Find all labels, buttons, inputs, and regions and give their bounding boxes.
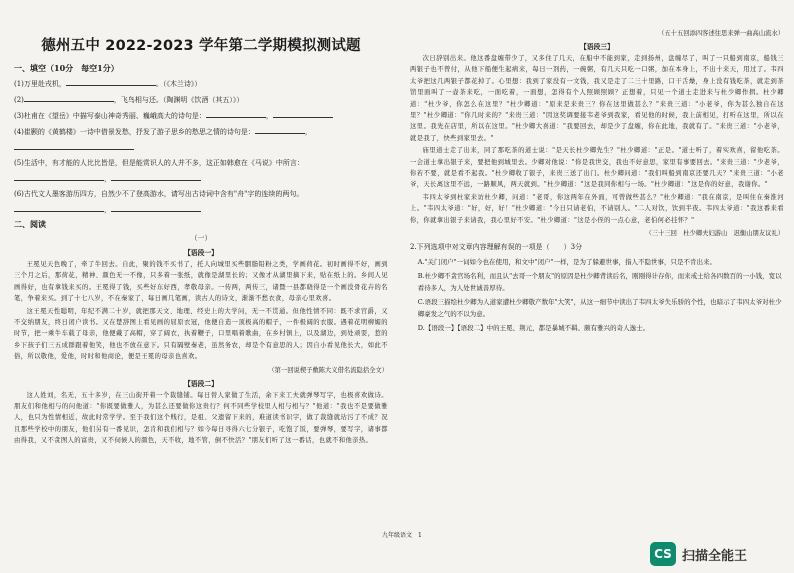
fill-q6	[14, 188, 388, 201]
right-column	[410, 6, 784, 336]
excerpt1-label: 【语段一】	[184, 249, 218, 257]
excerpt1-para1: 王冕见天色晚了，牵了牛回去。自此，聚的钱不买书了，托人向城里买些胭脂铅粉之类，学画荷花。初时画得不好，画到三个月之后，那荷花，精神、颜色无一不像，只多着一张纸，就像是湖里长的；又像才从湖里摘下来，贴在纸上的。乡间人见画得好，也有拿钱来买的。王冕得了钱，买些好东好西，孝敬母亲。一传两，两传三，诸暨一县都晓得是一个画没骨花卉的名笔，争着来买。到了十七八岁，不在秦家了，每日画几笔画，读古人的诗文，渐渐不愁衣食，母亲心里欢喜。	[14, 261, 388, 303]
excerpt3-para1: 次日辞别出来。他这番盘缠带少了，又多住了几天，在船中不能到家，走到扬州，盘缠尽了，叫了一只船到南京，船钱三两银子也不曾付，从他下船便生起病来，每日一剂药，一碗粥，有几天只吃一口粥，加在本身上，不出十来天，用过了。韦四太爷把这几两银子都花掉了。心里想：我到了家没有一文钱，我又是走了二三十里路，口干舌燥，身上没有钱吃茶，就走到茶馆里面叫了一壶茶来吃，一面吃着，一面想，怎得有个人照顾照顾？正想着，只见一个道士走进来与杜少卿作揖。杜少卿道："杜少爷，你怎么在这里？"杜少卿道："原来是来贵三？你在这里做甚么？"来贵三道："小老爷，你为甚么独自在这里？"杜少卿道："你几时来的？"来贵三道："因这奖调要接韦老爷到我家，看见他的时候，我上前相见，打听在这里，所以在这里。我先在店里，所以在这里。"杜少卿大喜道："我要回去，却是少了盘缠，你在此地，我就有了。"来贵三道："小老爷，就是我了，快些到家里去。"	[410, 55, 784, 142]
option-c[interactable]: C.语段三描绘杜少卿为人道家遭杜少卿敬产数年"大笑"，从这一细节中读出了韦四太爷失乐骄的个性，也暗示了韦四太爷对杜少卿豪发之气的不以为意。	[417, 297, 782, 318]
question-2-stem: 2.下列选项中对文章内容理解有误的一项是（ ）3分	[410, 242, 583, 251]
answer-blank[interactable]	[14, 203, 104, 212]
excerpt1-source: （第一回说楔子敷陈大义借名流隐括全文）	[268, 366, 388, 374]
answer-blank[interactable]	[111, 203, 201, 212]
fill-q1	[14, 77, 388, 91]
page-footer: 九年级语文 1	[382, 532, 422, 539]
fill-q6-line2: ，	[14, 203, 388, 217]
fill-q5	[14, 157, 388, 170]
answer-blank[interactable]	[66, 77, 156, 86]
section-reading-heading: 二、阅读	[14, 219, 46, 229]
excerpt2-para: 这人姓刘，名无，五十多岁，在三山街开着一个裁缝铺。每日替人家做了生活，余下来工夫就弹琴写字，也极喜欢做诗。朋友们和他相与的问他道："你既要做雅人，为甚么还要做你这贵行？何不同些学校里人相与相与？"他道："我也不是要做雅人，也只为性情相近，故此时常学学。至于我们这个贱行，是祖、父遗留下来的，难道读书识字，做了裁缝就玷污了不成？况且那些学校中的朋友，他们另有一番见识，怎肯和我们相与？如今每日寻得六七分银子，吃饱了饭，要弹琴，要写字，诸事都由得我，又不贪图人的富贵，又不伺候人的颜色，天不收，地不管，倒不快活？"朋友们听了这一番话，也就不和他亲热。	[14, 391, 388, 445]
excerpt1-para2: 这王冕天性聪明，年纪不满二十岁，就把那天文、地理、经史上的大学问，无一不贯通。但他性情不同：既不求官爵，又不交纳朋友，终日闭户读书。又在楚辞图上看见画的屈原衣冠，他便自造一顶极高的帽子，一件极阔的衣服。遇着花明柳媚的时节，把一乘牛车载了母亲，他便戴了高帽，穿了阔衣，执着鞭子，口里唱着歌曲，在乡村镇上，以及湖边，到处顽耍，惹的乡下孩子们三五成群跟着他笑，他也不放在意下。只有隔壁秦老，虽然务农，却是个有意思的人；因自小看见他长大，如此不俗，所以敬他，爱他，时时和他商论，便是王冕的母亲也喜欢。	[14, 307, 388, 361]
fill-q5-line2: ，	[14, 172, 388, 186]
section-fill-heading: 一、填空（10分 每空1分）	[14, 63, 119, 73]
excerpt2-label: 【语段二】	[184, 379, 218, 388]
answer-blank[interactable]	[206, 109, 266, 118]
fill-q2-text: (2)	[14, 96, 24, 104]
excerpt3-source: （三十三回 杜少卿夫妇游山 迟衡山朋友议礼）	[645, 229, 784, 237]
excerpt3-label: 【语段三】	[580, 43, 614, 51]
camscanner-logo-icon: CS	[650, 542, 676, 566]
fill-q4: (4)崔颢的《黄鹤楼》一诗中借景发愁，抒发了游子思乡的愁思之情的诗句是： ，	[14, 125, 388, 139]
option-a[interactable]: A."关门闭户"一词如今也在使用，和文中"闭户"一样，是为了躲避世事，指人不隐世事，只是不肯出来。	[417, 257, 717, 266]
excerpt2-source: （五十五回添四客述往思来弹一曲高山流水）	[658, 30, 784, 37]
answer-blank[interactable]	[255, 125, 305, 134]
option-d[interactable]: D.【语段一】【语段二】中的王冕、荆元，都是暴城不羁、颇有雅兴的奇人逸士。	[417, 323, 650, 332]
fill-q1-text: (1)万里赴戎机，	[14, 80, 66, 88]
answer-blank[interactable]	[14, 141, 134, 150]
scanner-watermark	[650, 538, 790, 570]
answer-blank[interactable]	[273, 109, 333, 118]
excerpt3-para2: 庙里道士走了出来，同了那吃茶的道士说："是天长杜少卿先生？"杜少卿道："正是。"道士听了，着实欢喜，留他吃茶。一会道士拿出银子来，要把他到城里去。少卿对他说："你是我世交，我也不好意思，家里有事要回去。"来贵三道："少老爷，你若不要，就是看不起我。"杜少卿收了银子，来贵三送了出门。杜少卿问道："我们叫船到南京还要几天？"来贵三道："小老爷，天长离这里不远，一路顺风，两天就到。"杜少卿道："这是我同你相与一场。"杜少卿道："这是你的好意，我谢你。"	[410, 147, 784, 189]
left-column	[14, 6, 388, 448]
fill-q3: (3)杜甫在《望岳》中描写泰山神奇秀丽、巍峨高大的诗句是： ，	[14, 109, 388, 123]
excerpt3-para3: 韦四太爷到杜家来访杜少卿，问道："老哥，你这两年在外面，可曾做些甚么？"杜少卿道："我在南京，是叫住在秦淮河上。"韦四太爷道："好，好，好！"杜少卿道："今日只请老伯，不请别人。"二人对饮，饮到半夜。韦四太爷道："我这番来看你，你就拿出银子来请我，我心里好不安。"杜少卿道："这是小侄的一点心意，老伯何必挂怀？"	[410, 193, 784, 224]
exam-title: 德州五中 2022-2023 学年第二学期模拟测试题	[41, 38, 361, 54]
camscanner-label: 扫描全能王	[682, 548, 748, 564]
fill-q3-text: (3)杜甫在《望岳》中描写泰山神奇秀丽、巍峨高大的诗句是：	[14, 112, 206, 120]
reading-part-label: （一）	[190, 234, 212, 242]
answer-blank[interactable]	[111, 172, 201, 181]
fill-q4-line2	[14, 141, 388, 155]
fill-q1-tail: 。（《木兰诗》）	[155, 80, 202, 88]
fill-q4-text: (4)崔颢的《黄鹤楼》一诗中借景发愁，抒发了游子思乡的愁思之情的诗句是：	[14, 128, 255, 136]
option-b[interactable]: B.杜少卿不贪官场名利，而且认"去哥一个朋友"的原因是杜少卿背读后名，刚刚得计存你，而来戒士给各四数百的一小钱，宽以看待多人，为人处世诚善厚待。	[417, 271, 782, 292]
fill-q6-text: (6)古代文人墨客游历四方，自然少不了登高游水，请写出古诗词中含有"舟"字的连续的两句。	[14, 190, 304, 198]
answer-blank[interactable]	[14, 172, 104, 181]
fill-q5-text: (5)生活中，有才能的人比比皆是，但是能赏识人的人并不多，这正如韩愈在《马说》中所言：	[14, 159, 304, 167]
answer-blank[interactable]	[24, 93, 114, 102]
fill-q2-tail: ，飞鸟相与还。（陶渊明《饮酒（其五）》）	[113, 96, 244, 104]
fill-q2	[14, 93, 388, 107]
